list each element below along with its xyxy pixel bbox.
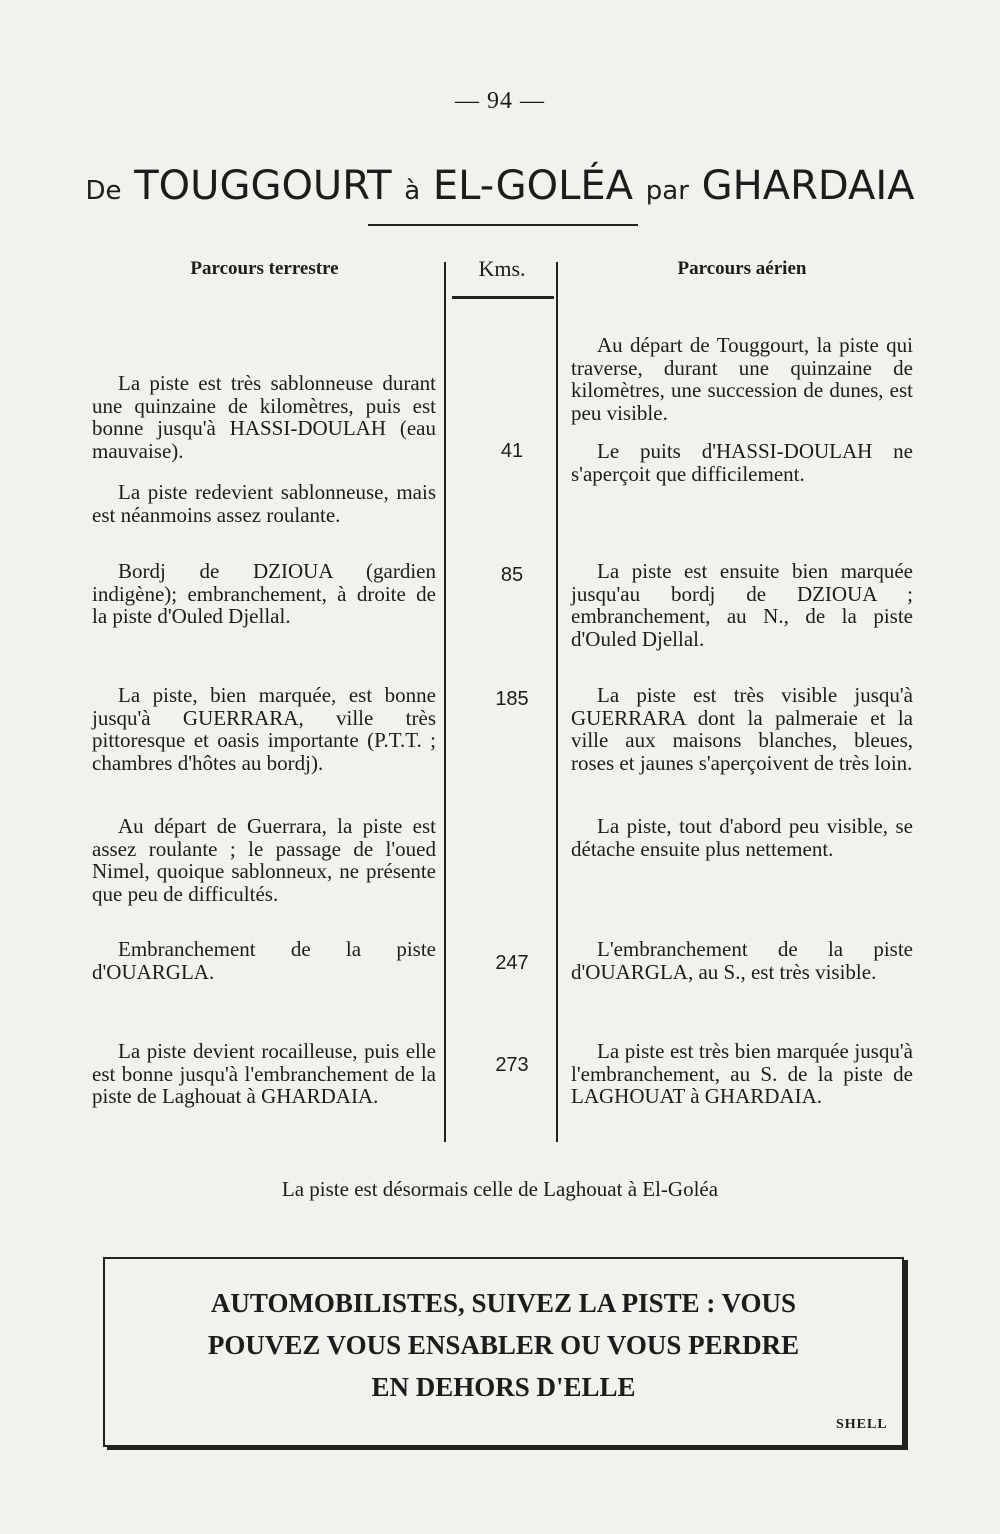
- title-a: à: [404, 176, 421, 206]
- column-divider-left: [444, 262, 446, 1142]
- notice-line-3: EN DEHORS D'ELLE: [371, 1372, 636, 1402]
- land-text-1b: La piste redevient sablonneuse, mais est néanmoins assez roulante.: [92, 480, 436, 527]
- notice-text: [103, 1282, 904, 1408]
- land-text-2: Bordj de DZIOUA (gardien indigène); embranchement, à droite de la piste d'Ouled Djellal.: [92, 559, 436, 628]
- page-title: [0, 163, 1000, 209]
- air-text-1b: Le puits d'HASSI-DOULAH ne s'aperçoit que difficilement.: [571, 439, 913, 486]
- air-text-4: L'embranchement de la piste d'OUARGLA, au S., est très visible.: [571, 937, 913, 984]
- km-value-4: 247: [495, 952, 529, 974]
- notice-line-1: AUTOMOBILISTES, SUIVEZ LA PISTE : VOUS: [210, 1288, 797, 1318]
- land-text-5: La piste devient rocailleuse, puis elle est bonne jusqu'à l'embranchement de la piste de Laghouat à GHARDAIA.: [92, 1039, 436, 1108]
- air-text-3a: La piste est très visible jusqu'à GUERRARA dont la palmeraie et la ville aux maisons blanches, bleues, roses et jaunes s'aperçoivent de très loin.: [571, 683, 913, 775]
- land-text-3b: Au départ de Guerrara, la piste est assez roulante ; le passage de l'oued Nimel, quoique sablonneux, ne présente que peu de difficultés.: [92, 814, 436, 906]
- page-number: — 94 —: [455, 88, 545, 114]
- km-value-5: 273: [495, 1054, 529, 1076]
- column-header-land: Parcours terrestre: [190, 258, 339, 279]
- title-from: TOUGGOURT: [134, 163, 392, 209]
- land-text-4: Embranchement de la piste d'OUARGLA.: [92, 937, 436, 984]
- column-header-kms: Kms.: [478, 256, 526, 281]
- km-value-1: 41: [500, 440, 524, 462]
- air-text-1a: Au départ de Touggourt, la piste qui traverse, durant une quinzaine de kilomètres, une succession de dunes, est peu visible.: [571, 333, 913, 425]
- notice-signature: SHELL: [836, 1417, 888, 1432]
- air-text-2: La piste est ensuite bien marquée jusqu'au bordj de DZIOUA ; embranchement, au N., de la piste d'Ouled Djellal.: [571, 559, 913, 651]
- title-to: EL-GOLÉA: [432, 163, 634, 209]
- kms-header-rule: [452, 296, 554, 299]
- title-de: De: [85, 176, 122, 206]
- land-text-3a: La piste, bien marquée, est bonne jusqu'à GUERRARA, ville très pittoresque et oasis importante (P.T.T. ; chambres d'hôtes au bordj).: [92, 683, 436, 775]
- column-header-air: Parcours aérien: [677, 258, 807, 279]
- air-text-5: La piste est très bien marquée jusqu'à l'embranchement, au S. de la piste de LAGHOUAT à GHARDAIA.: [571, 1039, 913, 1108]
- title-underline: [368, 224, 638, 226]
- notice-line-2: POUVEZ VOUS ENSABLER OU VOUS PERDRE: [207, 1330, 800, 1360]
- km-value-2: 85: [500, 564, 524, 586]
- title-via: GHARDAIA: [701, 163, 915, 209]
- land-text-1a: La piste est très sablonneuse durant une quinzaine de kilomètres, puis est bonne jusqu'à HASSI-DOULAH (eau mauvaise).: [92, 371, 436, 463]
- footer-note: La piste est désormais celle de Laghouat à El-Goléa: [281, 1177, 719, 1201]
- km-value-3: 185: [495, 688, 529, 710]
- title-par: par: [645, 176, 689, 206]
- air-text-3b: La piste, tout d'abord peu visible, se détache ensuite plus nettement.: [571, 814, 913, 861]
